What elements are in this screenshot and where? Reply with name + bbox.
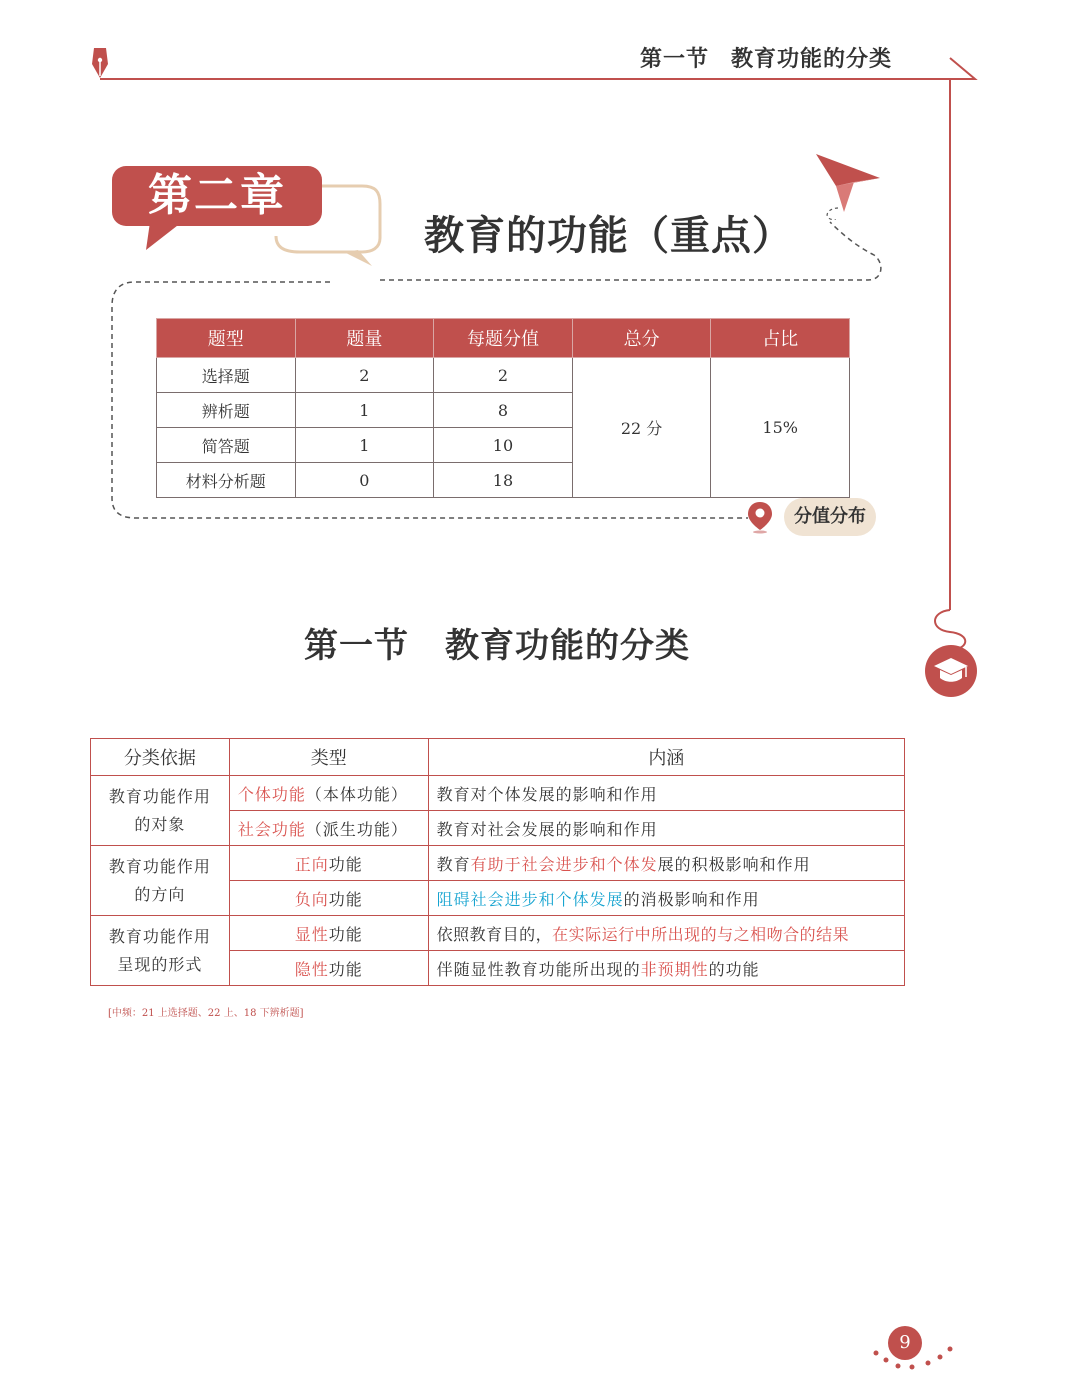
meaning-cell (428, 951, 904, 986)
section-title (304, 618, 690, 667)
meaning-text: 教育 (436, 854, 471, 874)
type-keyword: 正向 (294, 854, 329, 874)
score-header-type: 题型 (157, 319, 296, 358)
type-suffix: （派生功能） (305, 819, 408, 839)
type-keyword: 负向 (294, 889, 329, 909)
score-cell-count: 0 (295, 463, 434, 498)
type-cell (229, 846, 428, 881)
location-pin-icon (746, 500, 774, 534)
meaning-highlight: 非预期性 (640, 959, 709, 979)
meaning-cell (428, 916, 904, 951)
running-header-title: 教育功能的分类 (731, 47, 893, 72)
type-cell (229, 776, 428, 811)
basis-line: 呈现的形式 (117, 954, 203, 974)
score-cell-points: 8 (434, 393, 573, 428)
chapter-badge: 第二章 (112, 166, 322, 226)
basis-line: 的方向 (134, 884, 186, 904)
type-suffix: （本体功能） (305, 784, 408, 804)
classification-table (90, 738, 905, 986)
score-cell-ratio: 15% (711, 358, 850, 498)
score-cell-type: 简答题 (157, 428, 296, 463)
score-header-count: 题量 (295, 319, 434, 358)
type-suffix: 功能 (328, 889, 363, 909)
graduation-cap-icon (924, 644, 978, 698)
score-cell-points: 2 (434, 358, 573, 393)
meaning-text: 的功能 (708, 959, 760, 979)
table-row (157, 358, 850, 393)
page-number: 9 (888, 1326, 922, 1360)
type-suffix: 功能 (328, 854, 363, 874)
score-cell-count: 1 (295, 393, 434, 428)
score-table (156, 318, 850, 498)
type-suffix: 功能 (328, 959, 363, 979)
meaning-cell (428, 881, 904, 916)
meaning-cell (428, 776, 904, 811)
meaning-text: 教育对社会发展的影响和作用 (436, 819, 658, 839)
type-keyword: 隐性 (294, 959, 329, 979)
table-row (91, 846, 905, 881)
table-row (91, 916, 905, 951)
chapter-title: 教育的功能（重点） (424, 213, 793, 259)
type-cell (229, 916, 428, 951)
basis-line: 教育功能作用 (108, 856, 211, 876)
meaning-text: 依照教育目的， (436, 924, 553, 944)
score-header-ratio: 占比 (711, 319, 850, 358)
paper-plane-icon (814, 150, 884, 220)
frequency-note: [中频：21 上选择题、22 上、18 下辨析题] (108, 1008, 304, 1019)
running-header (640, 42, 940, 73)
classification-header-row (91, 739, 905, 776)
score-cell-count: 1 (295, 428, 434, 463)
score-cell-points: 18 (434, 463, 573, 498)
section-title-text: 教育功能的分类 (445, 626, 690, 666)
score-header-total: 总分 (572, 319, 711, 358)
score-cell-total: 22 分 (572, 358, 711, 498)
basis-cell (91, 776, 230, 846)
type-cell (229, 881, 428, 916)
score-cell-points: 10 (434, 428, 573, 463)
score-cell-type: 辨析题 (157, 393, 296, 428)
type-keyword: 社会功能 (237, 819, 306, 839)
type-keyword: 显性 (294, 924, 329, 944)
basis-cell (91, 846, 230, 916)
basis-cell (91, 916, 230, 986)
basis-line: 教育功能作用 (108, 786, 211, 806)
meaning-text: 伴随显性教育功能所出现的 (436, 959, 641, 979)
header-meaning: 内涵 (428, 739, 904, 776)
basis-line: 教育功能作用 (108, 926, 211, 946)
score-header-points: 每题分值 (434, 319, 573, 358)
meaning-text: 的消极影响和作用 (623, 889, 760, 909)
meaning-highlight: 阻碍社会进步和个体发展 (436, 889, 624, 909)
type-cell (229, 811, 428, 846)
running-header-section: 第一节 (640, 47, 710, 72)
meaning-cell (428, 811, 904, 846)
pen-nib-icon (88, 46, 112, 80)
section-number: 第一节 (304, 626, 409, 666)
meaning-highlight: 在实际运行中所出现的与之相吻合的结果 (552, 924, 850, 944)
score-cell-count: 2 (295, 358, 434, 393)
type-keyword: 个体功能 (237, 784, 306, 804)
basis-line: 的对象 (134, 814, 186, 834)
score-cell-type: 选择题 (157, 358, 296, 393)
score-table-header-row (157, 319, 850, 358)
header-type: 类型 (229, 739, 428, 776)
score-cell-type: 材料分析题 (157, 463, 296, 498)
meaning-text: 教育对个体发展的影响和作用 (436, 784, 658, 804)
score-distribution-tag: 分值分布 (784, 498, 876, 536)
type-cell (229, 951, 428, 986)
header-basis: 分类依据 (91, 739, 230, 776)
meaning-highlight: 有助于社会进步和个体发 (470, 854, 658, 874)
meaning-text: 展的积极影响和作用 (657, 854, 811, 874)
type-suffix: 功能 (328, 924, 363, 944)
table-row (91, 776, 905, 811)
meaning-cell (428, 846, 904, 881)
